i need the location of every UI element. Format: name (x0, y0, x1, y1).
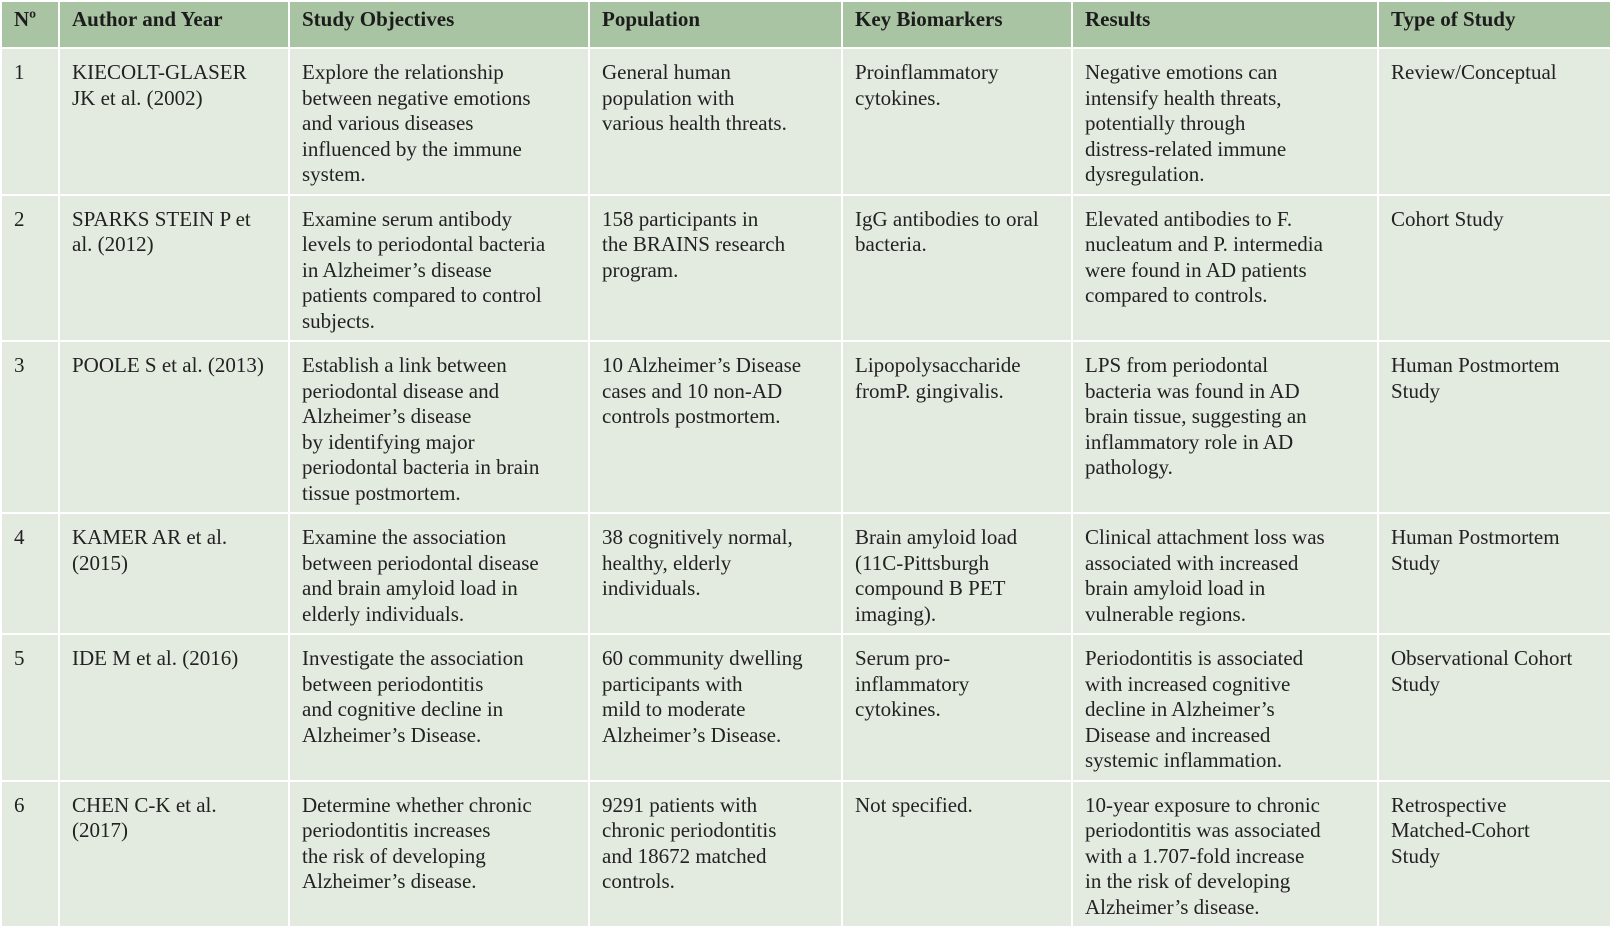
cell-results: Elevated antibodies to F. nucleatum and P. intermedia were found in AD patients compared to controls. (1072, 195, 1378, 342)
cell-results: Periodontitis is associated with increased cognitive decline in Alzheimer’s Disease and increased systemic inflammation. (1072, 634, 1378, 781)
cell-type-of-study: Human Postmortem Study (1378, 341, 1610, 513)
cell-key-biomarkers: Not specified. (842, 781, 1072, 928)
cell-results: LPS from periodontal bacteria was found in AD brain tissue, suggesting an inflammatory role in AD pathology. (1072, 341, 1378, 513)
cell-results: 10-year exposure to chronic periodontitis was associated with a 1.707-fold increase in the risk of developing Alzheimer’s disease. (1072, 781, 1378, 928)
cell-author-year: IDE M et al. (2016) (59, 634, 289, 781)
header-author-year: Author and Year (59, 1, 289, 48)
header-row (1, 1, 1610, 48)
table-row (1, 781, 1610, 928)
cell-study-objectives: Determine whether chronic periodontitis increases the risk of developing Alzheimer’s disease. (289, 781, 589, 928)
header-key-biomarkers: Key Biomarkers (842, 1, 1072, 48)
cell-type-of-study: Human Postmortem Study (1378, 513, 1610, 634)
cell-population: 38 cognitively normal, healthy, elderly individuals. (589, 513, 842, 634)
cell-results: Negative emotions can intensify health threats, potentially through distress-related immune dysregulation. (1072, 48, 1378, 195)
header-results: Results (1072, 1, 1378, 48)
cell-author-year: KAMER AR et al. (2015) (59, 513, 289, 634)
cell-no: 6 (1, 781, 59, 928)
table-row (1, 48, 1610, 195)
header-type-of-study: Type of Study (1378, 1, 1610, 48)
cell-population: 9291 patients with chronic periodontitis and 18672 matched controls. (589, 781, 842, 928)
cell-study-objectives: Establish a link between periodontal disease and Alzheimer’s disease by identifying major periodontal bacteria in brain tissue postmortem. (289, 341, 589, 513)
cell-key-biomarkers: IgG antibodies to oral bacteria. (842, 195, 1072, 342)
cell-population: 60 community dwelling participants with mild to moderate Alzheimer’s Disease. (589, 634, 842, 781)
cell-type-of-study: Cohort Study (1378, 195, 1610, 342)
header-population: Population (589, 1, 842, 48)
cell-type-of-study: Review/Conceptual (1378, 48, 1610, 195)
cell-type-of-study: Observational Cohort Study (1378, 634, 1610, 781)
table-row (1, 341, 1610, 513)
cell-study-objectives: Investigate the association between periodontitis and cognitive decline in Alzheimer’s Disease. (289, 634, 589, 781)
cell-type-of-study: Retrospective Matched-Cohort Study (1378, 781, 1610, 928)
header-study-objectives: Study Objectives (289, 1, 589, 48)
cell-study-objectives: Explore the relationship between negative emotions and various diseases influenced by the immune system. (289, 48, 589, 195)
cell-author-year: SPARKS STEIN P et al. (2012) (59, 195, 289, 342)
table-row (1, 195, 1610, 342)
cell-population: 158 participants in the BRAINS research program. (589, 195, 842, 342)
table-row (1, 513, 1610, 634)
cell-key-biomarkers: Serum pro- inflammatory cytokines. (842, 634, 1072, 781)
cell-study-objectives: Examine serum antibody levels to periodontal bacteria in Alzheimer’s disease patients compared to control subjects. (289, 195, 589, 342)
table-row (1, 634, 1610, 781)
cell-population: General human population with various health threats. (589, 48, 842, 195)
cell-no: 5 (1, 634, 59, 781)
header-no: Nº (1, 1, 59, 48)
cell-no: 2 (1, 195, 59, 342)
cell-key-biomarkers: Proinflammatory cytokines. (842, 48, 1072, 195)
cell-author-year: KIECOLT-GLASER JK et al. (2002) (59, 48, 289, 195)
cell-author-year: CHEN C-K et al. (2017) (59, 781, 289, 928)
cell-author-year: POOLE S et al. (2013) (59, 341, 289, 513)
cell-results: Clinical attachment loss was associated with increased brain amyloid load in vulnerable regions. (1072, 513, 1378, 634)
cell-no: 4 (1, 513, 59, 634)
cell-key-biomarkers: Brain amyloid load (11C-Pittsburgh compound B PET imaging). (842, 513, 1072, 634)
cell-no: 3 (1, 341, 59, 513)
cell-population: 10 Alzheimer’s Disease cases and 10 non-AD controls postmortem. (589, 341, 842, 513)
cell-key-biomarkers: Lipopolysaccharide fromP. gingivalis. (842, 341, 1072, 513)
cell-no: 1 (1, 48, 59, 195)
cell-study-objectives: Examine the association between periodontal disease and brain amyloid load in elderly individuals. (289, 513, 589, 634)
